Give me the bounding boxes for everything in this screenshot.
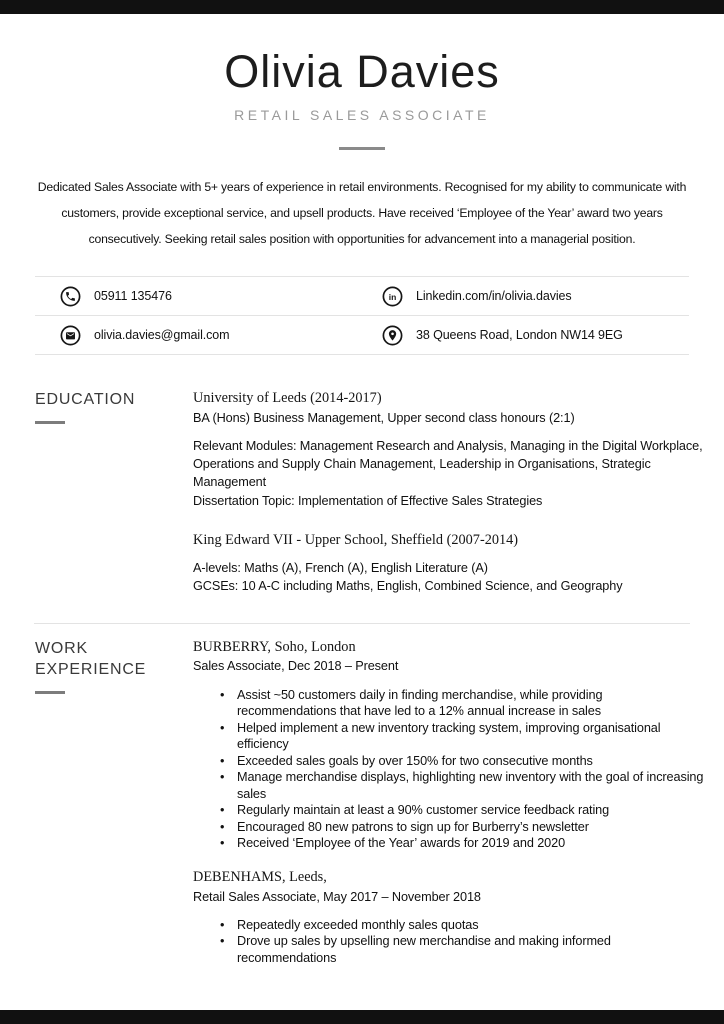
work-bullet-list	[193, 917, 704, 967]
work-bullet: • Exceeded sales goals by over 150% for two consecutive months	[218, 753, 704, 770]
contact-block	[35, 276, 689, 355]
work-bullet-list	[193, 687, 704, 852]
education-heading-rule	[35, 421, 65, 424]
email-value: olivia.davies@gmail.com	[94, 328, 230, 343]
education-modules: Relevant Modules: Management Research and Analysis, Managing in the Digital Workplace, Operations and Supply Chain Management, Leadership in Organisations, Strategic Management	[193, 438, 703, 490]
phone-value: 05911 135476	[94, 289, 172, 304]
contact-row-1	[35, 277, 689, 316]
email-icon	[60, 325, 81, 346]
work-label	[35, 637, 193, 967]
linkedin-value: Linkedin.com/in/olivia.davies	[416, 289, 572, 304]
candidate-job-title: RETAIL SALES ASSOCIATE	[234, 106, 490, 123]
contact-linkedin	[362, 286, 689, 307]
location-icon	[382, 325, 403, 346]
education-dissertation: Dissertation Topic: Implementation of Effective Sales Strategies	[193, 493, 543, 508]
work-bullet: • Helped implement a new inventory tracking system, improving organisational efficiency	[218, 720, 704, 753]
work-heading-rule	[35, 691, 65, 694]
svg-text:in: in	[388, 291, 397, 302]
education-heading: EDUCATION	[35, 391, 136, 409]
work-content	[193, 637, 704, 967]
work-experience-section	[0, 624, 724, 967]
contact-email	[35, 325, 362, 346]
education-alevels: A-levels: Maths (A), French (A), English Literature (A)	[193, 560, 488, 575]
education-entry-title: University of Leeds (2014-2017)	[193, 390, 382, 407]
work-heading: WORK EXPERIENCE	[35, 639, 147, 679]
education-section	[0, 388, 724, 595]
education-gcses: GCSEs: 10 A-C including Maths, English, Combined Science, and Geography	[193, 579, 623, 594]
work-bullet: • Encouraged 80 new patrons to sign up for Burberry’s newsletter	[218, 819, 704, 836]
summary-paragraph: Dedicated Sales Associate with 5+ years of experience in retail environments. Recognised for my ability to communicate with customers, provide exceptional service, and upsell products. Have received ‘Employee of the Year’ award two years consecutively. Seeking retail sales position with opportunities for advancement into a managerial position.	[37, 179, 687, 247]
contact-address	[362, 325, 689, 346]
work-role: Sales Associate, Dec 2018 – Present	[193, 659, 399, 674]
work-bullet: • Received ‘Employee of the Year’ awards for 2019 and 2020	[218, 835, 704, 852]
education-label	[35, 388, 193, 595]
work-bullet: • Drove up sales by upselling new merchandise and making informed recommendations	[218, 933, 704, 966]
address-value: 38 Queens Road, London NW14 9EG	[416, 328, 623, 343]
work-company: DEBENHAMS, Leeds,	[193, 868, 327, 885]
candidate-name: Olivia Davies	[224, 46, 500, 97]
header-divider	[339, 147, 385, 150]
education-degree: BA (Hons) Business Management, Upper second class honours (2:1)	[193, 411, 575, 426]
contact-phone	[35, 286, 362, 307]
education-content	[193, 388, 704, 595]
phone-icon	[60, 286, 81, 307]
work-bullet: • Regularly maintain at least a 90% customer service feedback rating	[218, 802, 704, 819]
contact-row-2	[35, 316, 689, 355]
bottom-black-bar	[0, 1010, 724, 1024]
work-bullet: • Manage merchandise displays, highlighting new inventory with the goal of increasing sales	[218, 769, 704, 802]
work-bullet: • Assist ~50 customers daily in finding merchandise, while providing recommendations that have led to a 12% annual increase in sales	[218, 687, 704, 720]
work-bullet: • Repeatedly exceeded monthly sales quotas	[218, 917, 704, 934]
work-company: BURBERRY, Soho, London	[193, 638, 356, 655]
top-black-bar	[0, 0, 724, 14]
education-entry-title: King Edward VII - Upper School, Sheffield (2007-2014)	[193, 532, 519, 549]
work-role: Retail Sales Associate, May 2017 – November 2018	[193, 889, 481, 904]
linkedin-icon	[382, 286, 403, 307]
